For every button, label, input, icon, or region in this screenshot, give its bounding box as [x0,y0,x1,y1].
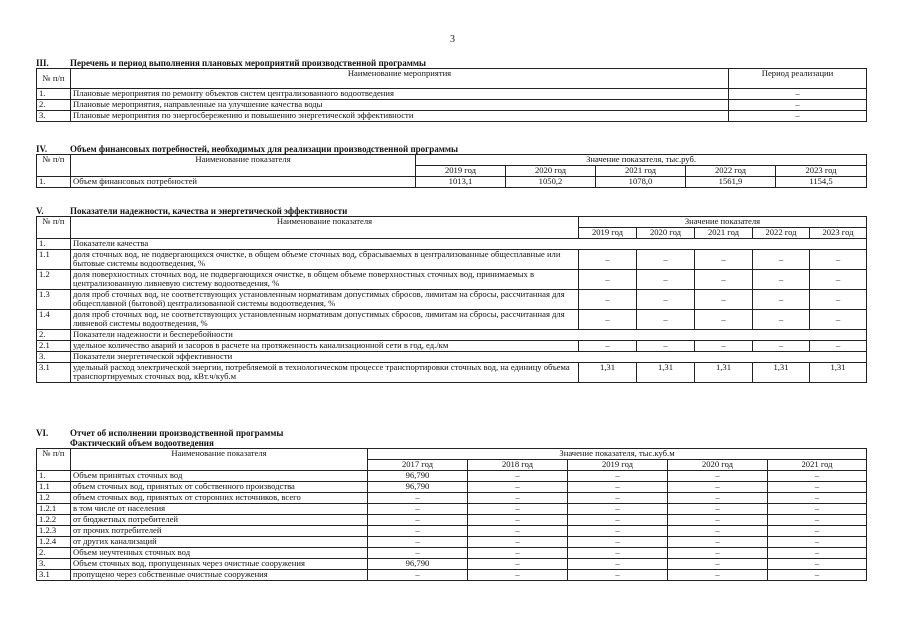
table-header-row [37,217,867,228]
table-row [37,493,867,504]
year-header: 2019 год [568,460,668,471]
row-value: – [637,310,695,330]
row-name: от других канализаций [71,537,368,548]
group-row [37,330,867,341]
row-number: 1.2.3 [37,526,71,537]
year-header: 2019 год [579,228,637,239]
row-value: – [768,471,867,482]
row-number: 1.2.2 [37,515,71,526]
row-value: – [468,482,568,493]
row-value: – [637,270,695,290]
row-name: доля поверхностных сточных вод, не подвергающихся очистке, в общем объеме поверхностных сточных вод, принимаемых в централизованную ливневую систему водоотведения, % [71,270,579,290]
year-header: 2022 год [753,228,810,239]
row-value: – [637,290,695,310]
row-value: – [579,310,637,330]
row-number: 1. [37,89,71,100]
section-title: Отчет об исполнении производственной программы [70,428,284,438]
row-value: – [768,559,867,570]
row-value: – [468,570,568,581]
row-value: – [695,270,753,290]
indicators-table [36,216,867,383]
table-row [37,537,867,548]
row-value: – [668,559,768,570]
year-header: 2023 год [776,166,867,177]
col-header-name: Наименование показателя [71,449,368,471]
row-value: – [768,515,867,526]
year-header: 2017 год [368,460,468,471]
row-name: пропущено через собственные очистные сооружения [71,570,368,581]
section-vi-subtitle: Фактический объем водоотведения [70,438,214,448]
row-value: 1,31 [579,363,637,383]
row-value: – [668,471,768,482]
row-value: – [368,548,468,559]
row-number: 3. [37,559,71,570]
row-value: – [568,570,668,581]
row-value: – [768,526,867,537]
row-value: – [637,250,695,270]
row-value: 1,31 [753,363,810,383]
col-header-number: № п/п [37,155,71,177]
row-value: – [810,341,867,352]
table-header-row [37,449,867,460]
section-title: Перечень и период выполнения плановых мероприятий производственной программы [70,58,427,68]
row-number: 1. [37,177,71,188]
row-number: 1.1 [37,482,71,493]
col-header-name: Наименование показателя [71,217,579,239]
row-number: 3. [37,111,71,122]
row-name: от прочих потребителей [71,526,368,537]
row-value: – [568,526,668,537]
activities-table [36,68,867,122]
row-period: – [729,111,867,122]
row-value: – [668,548,768,559]
financial-needs-table [36,154,867,188]
section-v [36,206,866,383]
row-value: – [768,504,867,515]
row-value: – [468,559,568,570]
row-value: – [368,526,468,537]
section-title: Объем финансовых потребностей, необходимых для реализации производственной программы [70,144,459,154]
row-value: – [579,290,637,310]
row-value: – [368,504,468,515]
col-header-period: Период реализации [729,69,867,89]
row-number: 1.4 [37,310,71,330]
row-period: – [729,89,867,100]
row-name: Объем сточных вод, пропущенных через очистные сооружения [71,559,368,570]
row-value: 1,31 [810,363,867,383]
row-value: – [568,537,668,548]
table-row [37,270,867,290]
row-period: – [729,100,867,111]
row-value: – [768,537,867,548]
row-name: Плановые мероприятия по ремонту объектов систем централизованного водоотведения [71,89,729,100]
row-name: в том числе от населения [71,504,368,515]
row-name: Плановые мероприятия по энергосбережению и повышению энергетической эффективности [71,111,729,122]
row-name: удельное количество аварий и засоров в расчете на протяженность канализационной сети в год, ед./км [71,341,579,352]
row-value: – [810,290,867,310]
table-row [37,504,867,515]
row-value: 96,790 [368,471,468,482]
row-value: – [753,270,810,290]
row-name: объем сточных вод, принятых от собственного производства [71,482,368,493]
row-value: – [468,548,568,559]
row-value: 1,31 [637,363,695,383]
col-header-number: № п/п [37,449,71,471]
row-name: удельный расход электрической энергии, потребляемой в технологическом процессе транспортировки сточных вод, на единицу объема транспортируемых сточных вод, кВт.ч/куб.м [71,363,579,383]
table-row [37,89,867,100]
row-value: – [695,250,753,270]
row-value: – [668,493,768,504]
row-value: – [468,537,568,548]
row-name: Показатели энергетической эффективности [71,352,867,363]
row-number: 1.3 [37,290,71,310]
table-header-row [37,69,867,89]
col-header-name: Наименование показателя [71,155,416,177]
col-header-value: Значение показателя, тыс.куб.м [368,449,867,460]
row-value: – [810,310,867,330]
row-number: 3. [37,352,71,363]
row-number: 1. [37,471,71,482]
col-header-number: № п/п [37,217,71,239]
row-name: Объем финансовых потребностей [71,177,416,188]
col-header-value: Значение показателя [579,217,867,228]
section-iii-heading [36,58,866,68]
row-value: – [810,250,867,270]
section-number: VI. [36,428,49,438]
row-value: – [668,537,768,548]
row-value: 1078,0 [596,177,686,188]
row-value: – [468,493,568,504]
section-iv [36,144,866,188]
table-row [37,310,867,330]
row-number: 1.2 [37,493,71,504]
row-value: – [568,548,668,559]
row-value: 1050,2 [506,177,596,188]
year-header: 2021 год [768,460,867,471]
row-number: 2.1 [37,341,71,352]
table-row [37,363,867,383]
row-name: доля сточных вод, не подвергающихся очистке, в общем объеме сточных вод, сбрасываемых в централизованные общесплавные или бытовые системы водоотведения, % [71,250,579,270]
table-row [37,526,867,537]
row-number: 2. [37,100,71,111]
table-row [37,290,867,310]
section-number: III. [36,58,49,68]
table-row [37,570,867,581]
year-header: 2021 год [596,166,686,177]
wastewater-volume-table [36,448,867,581]
row-value: – [568,493,668,504]
row-value: 1013,1 [416,177,506,188]
row-value: – [468,504,568,515]
table-row [37,548,867,559]
row-value: 1561,9 [686,177,776,188]
table-header-row [37,155,867,166]
table-row [37,559,867,570]
row-value: 96,790 [368,559,468,570]
row-value: – [368,537,468,548]
row-number: 2. [37,548,71,559]
section-iii [36,58,866,122]
section-number: V. [36,206,44,216]
row-value: – [568,504,668,515]
row-number: 3.1 [37,363,71,383]
table-row [37,341,867,352]
year-header: 2020 год [637,228,695,239]
row-value: – [568,515,668,526]
section-vi [36,428,866,581]
row-number: 2. [37,330,71,341]
row-value: – [695,310,753,330]
row-number: 1.2.4 [37,537,71,548]
row-value: – [695,290,753,310]
row-value: 1,31 [695,363,753,383]
group-row [37,239,867,250]
section-v-heading [36,206,866,216]
table-row [37,471,867,482]
row-number: 3.1 [37,570,71,581]
table-row [37,515,867,526]
row-value: – [668,482,768,493]
table-row [37,111,867,122]
row-value: – [768,482,867,493]
table-row [37,482,867,493]
row-value: – [753,310,810,330]
row-value: – [568,559,668,570]
year-header: 2020 год [668,460,768,471]
row-value: – [753,341,810,352]
row-value: – [368,570,468,581]
row-number: 1. [37,239,71,250]
row-name: Плановые мероприятия, направленные на улучшение качества воды [71,100,729,111]
row-value: – [753,290,810,310]
row-value: – [668,504,768,515]
row-value: – [668,526,768,537]
row-name: доля проб сточных вод, не соответствующих установленным нормативам допустимых сбросов, лимитам на сбросы, рассчитанная для общесплавной (бытовой) централизованной системы водоотведения, % [71,290,579,310]
year-header: 2020 год [506,166,596,177]
row-number: 1.2 [37,270,71,290]
row-value: – [668,515,768,526]
year-header: 2021 год [695,228,753,239]
row-value: – [637,341,695,352]
col-header-value: Значение показателя, тыс.руб. [416,155,867,166]
row-value: – [768,548,867,559]
section-number: IV. [36,144,48,154]
col-header-number: № п/п [37,69,71,89]
row-value: – [810,270,867,290]
row-name: от бюджетных потребителей [71,515,368,526]
table-row [37,100,867,111]
row-value: – [468,526,568,537]
row-value: – [368,515,468,526]
section-vi-heading [36,428,866,438]
row-value: 1154,5 [776,177,867,188]
row-value: – [579,250,637,270]
row-name: Показатели качества [71,239,867,250]
row-value: 96,790 [368,482,468,493]
row-name: объем сточных вод, принятых от сторонних источников, всего [71,493,368,504]
row-value: – [568,471,668,482]
group-row [37,352,867,363]
year-header: 2019 год [416,166,506,177]
row-name: Объем неучтенных сточных вод [71,548,368,559]
row-value: – [695,341,753,352]
row-name: Показатели надежности и бесперебойности [71,330,867,341]
row-value: – [768,570,867,581]
row-value: – [668,570,768,581]
row-value: – [568,482,668,493]
row-name: Объем принятых сточных вод [71,471,368,482]
row-value: – [753,250,810,270]
year-header: 2023 год [810,228,867,239]
row-value: – [468,515,568,526]
row-value: – [768,493,867,504]
row-value: – [579,270,637,290]
row-value: – [579,341,637,352]
row-value: – [468,471,568,482]
row-number: 1.1 [37,250,71,270]
year-header: 2018 год [468,460,568,471]
section-title: Показатели надежности, качества и энергетической эффективности [70,206,348,216]
row-value: – [368,493,468,504]
row-name: доля проб сточных вод, не соответствующих установленным нормативам допустимых сбросов, лимитам на сбросы, рассчитанная для ливневой системы водоотведения, % [71,310,579,330]
section-iv-heading [36,144,866,154]
row-number: 1.2.1 [37,504,71,515]
page-number: 3 [450,34,455,45]
year-header: 2022 год [686,166,776,177]
col-header-name: Наименование мероприятия [71,69,729,89]
table-row [37,177,867,188]
table-row [37,250,867,270]
